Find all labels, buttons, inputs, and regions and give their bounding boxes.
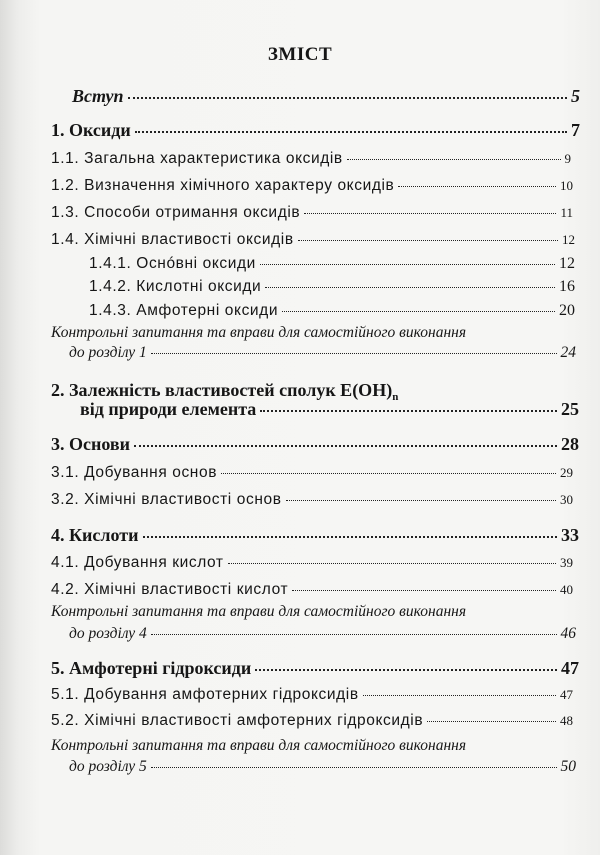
dot-leader xyxy=(398,186,556,187)
toc-subsection-1-4-1[interactable] xyxy=(89,255,575,273)
toc-page-number: 47 xyxy=(561,658,579,678)
toc-questions-5[interactable] xyxy=(69,758,576,776)
page-title: ЗМІСТ xyxy=(267,44,333,65)
toc-entry-label: 4. Кислоти xyxy=(51,525,139,545)
toc-entry-label: 1.4. Хімічні властивості оксидів xyxy=(51,231,294,248)
subscript-n: n xyxy=(392,391,399,403)
dot-leader xyxy=(151,767,557,768)
dot-leader xyxy=(228,563,556,564)
toc-entry-label: 4.2. Хімічні властивості кислот xyxy=(51,581,289,598)
toc-page-number: 39 xyxy=(560,555,573,570)
toc-page-number: 28 xyxy=(561,434,579,454)
toc-subsection-1-4-2[interactable] xyxy=(89,278,575,296)
toc-section-1-1[interactable] xyxy=(51,150,571,168)
dot-leader xyxy=(363,695,556,696)
dot-leader xyxy=(298,240,558,241)
toc-entry-intro[interactable] xyxy=(72,86,580,107)
toc-page-number: 48 xyxy=(560,713,573,728)
toc-entry-label: 1.2. Визначення хімічного характеру оксидів xyxy=(51,177,395,194)
toc-entry-label: 1. Оксиди xyxy=(51,120,131,140)
toc-section-1-3[interactable] xyxy=(51,204,573,222)
dot-leader xyxy=(143,536,558,538)
dot-leader xyxy=(128,97,567,99)
toc-entry-label: 3.1. Добування основ xyxy=(51,464,218,481)
toc-entry-label: 3.2. Хімічні властивості основ xyxy=(51,491,282,508)
toc-page-number: 25 xyxy=(561,399,579,419)
toc-questions-1-line1: Контрольні запитання та вправи для самостійного виконання xyxy=(51,324,467,341)
toc-section-5-2[interactable] xyxy=(51,712,573,730)
toc-entry-label: 1.4.1. Оснóвні оксиди xyxy=(89,255,256,272)
toc-entry-label: Вступ xyxy=(72,86,124,106)
toc-page-number: 46 xyxy=(560,625,576,642)
toc-entry-label: від природи елемента xyxy=(80,399,257,419)
dot-leader xyxy=(134,445,557,447)
toc-entry-label: до розділу 5 xyxy=(69,758,147,775)
toc-entry-label: 4.1. Добування кислот xyxy=(51,554,224,571)
dot-leader xyxy=(304,213,556,214)
toc-entry-label: 1.4.3. Амфотерні оксиди xyxy=(89,302,279,319)
dot-leader xyxy=(347,159,561,160)
toc-section-1-4[interactable] xyxy=(51,231,575,249)
dot-leader xyxy=(260,410,557,412)
dot-leader xyxy=(221,473,556,474)
toc-page-number: 29 xyxy=(560,465,573,480)
toc-entry-label: 1.3. Способи отримання оксидів xyxy=(51,204,301,221)
toc-section-3-1[interactable] xyxy=(51,464,573,482)
toc-chapter-3[interactable] xyxy=(51,434,579,455)
toc-entry-label: 5.1. Добування амфотерних гідроксидів xyxy=(51,686,359,703)
toc-questions-5-line1: Контрольні запитання та вправи для самостійного виконання xyxy=(51,737,467,754)
toc-entry-label: 1.4.2. Кислотні оксиди xyxy=(89,278,262,295)
dot-leader xyxy=(427,721,556,722)
toc-chapter-4[interactable] xyxy=(51,525,579,546)
toc-section-3-2[interactable] xyxy=(51,491,573,509)
dot-leader xyxy=(292,590,556,591)
toc-page-number: 12 xyxy=(559,255,575,272)
dot-leader xyxy=(151,353,557,354)
dot-leader xyxy=(282,311,555,312)
toc-page-number: 10 xyxy=(560,178,573,193)
dot-leader xyxy=(286,500,556,501)
toc-questions-4[interactable] xyxy=(69,625,576,643)
toc-entry-label: 2. Залежність властивостей сполук Е(ОН) xyxy=(51,380,393,400)
dot-leader xyxy=(151,634,557,635)
toc-page-number: 16 xyxy=(559,278,575,295)
dot-leader xyxy=(260,264,555,265)
dot-leader xyxy=(255,669,557,671)
toc-questions-1[interactable] xyxy=(69,344,576,362)
toc-chapter-5[interactable] xyxy=(51,658,579,679)
toc-page-number: 30 xyxy=(560,492,573,507)
toc-entry-label: 5. Амфотерні гідроксиди xyxy=(51,658,252,678)
toc-questions-4-line1: Контрольні запитання та вправи для самостійного виконання xyxy=(51,603,467,620)
toc-section-1-2[interactable] xyxy=(51,177,573,195)
toc-page-number: 5 xyxy=(571,86,580,106)
toc-page-number: 40 xyxy=(560,582,573,597)
toc-page-number: 20 xyxy=(559,302,575,319)
toc-subsection-1-4-3[interactable] xyxy=(89,302,575,320)
toc-page-number: 47 xyxy=(560,687,573,702)
dot-leader xyxy=(135,131,567,133)
toc-entry-label: до розділу 1 xyxy=(69,344,147,361)
toc-page-number: 7 xyxy=(571,120,580,140)
toc-page-number: 24 xyxy=(560,344,576,361)
toc-section-4-2[interactable] xyxy=(51,581,573,599)
toc-entry-label: до розділу 4 xyxy=(69,625,147,642)
toc-section-5-1[interactable] xyxy=(51,686,573,704)
dot-leader xyxy=(265,287,555,288)
toc-chapter-2[interactable] xyxy=(80,399,579,420)
toc-page-number: 12 xyxy=(562,232,575,247)
toc-entry-label: 3. Основи xyxy=(51,434,131,454)
toc-page-number: 11 xyxy=(560,205,573,220)
toc-section-4-1[interactable] xyxy=(51,554,573,572)
toc-page-number: 33 xyxy=(561,525,579,545)
toc-chapter-1[interactable] xyxy=(51,120,580,141)
toc-page-number: 9 xyxy=(564,151,571,166)
toc-entry-label: 5.2. Хімічні властивості амфотерних гідроксидів xyxy=(51,712,424,729)
toc-entry-label: 1.1. Загальна характеристика оксидів xyxy=(51,150,343,167)
toc-page-number: 50 xyxy=(560,758,576,775)
